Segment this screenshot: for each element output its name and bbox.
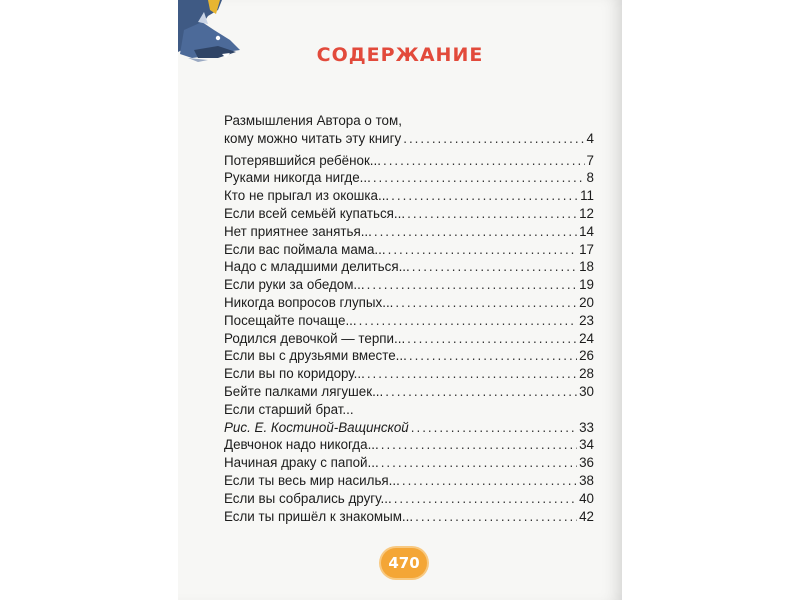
dot-leader (374, 223, 577, 241)
toc-entry-page: 38 (579, 472, 594, 488)
toc-entry-page: 34 (579, 437, 594, 453)
toc-entry-title: кому можно читать эту книгу (224, 130, 402, 146)
toc-entry-page: 26 (579, 348, 594, 364)
dot-leader (359, 312, 577, 330)
dot-leader (367, 276, 577, 294)
page-number-badge: 470 (381, 548, 427, 578)
dot-leader (381, 454, 577, 472)
toc-entry-page: 8 (586, 170, 594, 186)
toc-entry (224, 365, 594, 383)
toc-entry-page: 42 (579, 508, 594, 524)
toc-entry-title: Рис. Е. Костиной-Ващинской (224, 419, 409, 435)
toc-entry-title: Посещайте почаще... (224, 312, 357, 328)
toc-entry-page: 11 (580, 188, 594, 204)
dot-leader (383, 152, 585, 170)
dot-leader (402, 472, 577, 490)
toc-entry (224, 419, 594, 437)
toc-entry-title: Если старший брат... (224, 401, 354, 417)
dot-leader (415, 508, 577, 526)
toc-entry (224, 312, 594, 330)
toc-entry (224, 112, 594, 130)
dot-leader (388, 241, 577, 259)
toc-entry-page: 7 (586, 152, 594, 168)
toc-entry-page: 36 (579, 455, 594, 471)
toc-entry (224, 330, 594, 348)
toc-entry (224, 347, 594, 365)
dot-leader (381, 436, 577, 454)
toc-entry-title: Размышления Автора о том, (224, 113, 402, 128)
page-title: СОДЕРЖАНИЕ (316, 44, 484, 66)
toc-entry (224, 241, 594, 259)
toc-entry (224, 187, 594, 205)
toc-entry-title: Если вы собрались другу... (224, 490, 392, 506)
toc-entry-page: 20 (579, 294, 594, 310)
toc-entry (224, 454, 594, 472)
toc-entry (224, 276, 594, 294)
dot-leader (373, 169, 585, 187)
toc-entry-title: Если всей семьёй купаться... (224, 205, 406, 221)
toc-entry-page: 12 (579, 205, 594, 221)
toc-entry-title: Потерявшийся ребёнок... (224, 152, 381, 168)
dot-leader (391, 187, 578, 205)
toc-entry-title: Руками никогда нигде... (224, 170, 371, 186)
toc-entry (224, 401, 594, 419)
toc-entry-title: Кто не прыгал из окошка... (224, 188, 390, 204)
toc-entry (224, 152, 594, 170)
toc-entry (224, 294, 594, 312)
dot-leader (407, 205, 577, 223)
toc-entry-title: Если ты весь мир насилья... (224, 472, 400, 488)
toc-entry-page: 40 (579, 490, 594, 506)
dot-leader (403, 130, 584, 148)
dot-leader (412, 258, 577, 276)
toc-entry-page: 33 (579, 419, 594, 435)
toc-entry-page: 17 (579, 241, 594, 257)
toc-entry-title: Нет приятнее занятья... (224, 223, 372, 239)
dot-leader (367, 365, 577, 383)
toc-entry-page: 30 (579, 383, 594, 399)
toc-entry (224, 490, 594, 508)
toc-entry (224, 130, 594, 148)
toc-entry (224, 508, 594, 526)
toc-entry (224, 436, 594, 454)
toc-entry-title: Бейте палками лягушек... (224, 383, 384, 399)
toc-entry-page: 18 (579, 259, 594, 275)
toc-entry-page: 19 (579, 277, 594, 293)
toc-entry (224, 472, 594, 490)
toc-entry-title: Если руки за обедом... (224, 277, 365, 293)
toc-entry-title: Если вы по коридору... (224, 366, 365, 382)
toc-entry-page: 28 (579, 366, 594, 382)
toc-entry-title: Если вас поймала мама... (224, 241, 386, 257)
toc-entry (224, 223, 594, 241)
dot-leader (411, 419, 577, 437)
toc-entry-title: Если ты пришёл к знакомым... (224, 508, 414, 524)
toc-entry-title: Надо с младшими делиться... (224, 259, 410, 275)
toc-entry-title: Начиная драку с папой... (224, 455, 379, 471)
toc-entry-title: Если вы с друзьями вместе... (224, 348, 407, 364)
toc-entry-title: Никогда вопросов глупых... (224, 294, 394, 310)
table-of-contents (224, 112, 594, 525)
dot-leader (395, 294, 577, 312)
toc-entry (224, 383, 594, 401)
toc-entry-page: 14 (579, 223, 594, 239)
toc-entry-page: 23 (579, 312, 594, 328)
toc-entry-page: 4 (586, 130, 594, 146)
toc-entry (224, 205, 594, 223)
toc-entry (224, 258, 594, 276)
dot-leader (407, 330, 577, 348)
dot-leader (409, 347, 577, 365)
toc-entry-page: 24 (579, 330, 594, 346)
toc-entry-title: Родился девочкой — терпи... (224, 330, 406, 346)
book-page (178, 0, 622, 600)
toc-entry-title: Девчонок надо никогда... (224, 437, 379, 453)
toc-entry (224, 169, 594, 187)
dot-leader (385, 383, 577, 401)
dot-leader (394, 490, 577, 508)
